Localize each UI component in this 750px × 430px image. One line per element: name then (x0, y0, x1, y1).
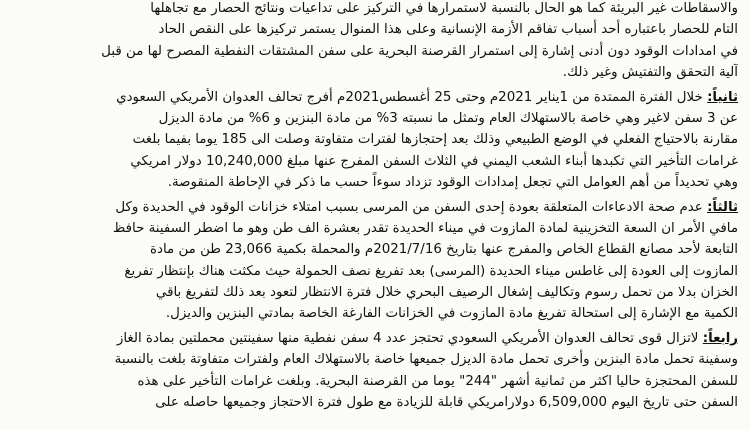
text-line: آلية التحقق والتفتيش وغير ذلك. (562, 65, 738, 81)
text-line (14, 197, 738, 218)
paragraph-fourth (14, 328, 738, 414)
paragraph-label: رابعاً: (702, 330, 738, 346)
text-line-content: خلال الفترة الممتدة من 1يناير 2021م وحتى 25 أغسطس2021م أفرج تحالف العدوان الأمريكي السعودي (116, 89, 708, 105)
paragraph-label: ثانياً: (707, 89, 738, 105)
paragraph-label: ثالثاً: (707, 199, 738, 215)
text-line: وهي تحديداً من أهم العوامل التي تجعل إمدادات الوقود تزداد سوءاً حسب ما ذكر في الإحاطة المنقوصة. (167, 175, 738, 191)
text-line: وسفينة تحمل مادة البنزين وأخرى تحمل مادة الديزل جميعها خاصة بالاستهلاك العام ولفترات متفاوتة بلغت بالنسبة (114, 352, 738, 368)
text-line: الخزان بدلا من تحمل رسوم وتكاليف إشغال الرصيف البحري خلال فترة الانتظار لتعود بعد ذلك لتفريغ باقي (155, 285, 738, 301)
text-line: في امدادات الوقود دون أدنى إشارة إلى استمرار القرصنة البحرية على سفن المشتقات النفطية المصرح لها من قبل (101, 43, 738, 59)
paragraph-intro (14, 0, 738, 84)
text-line: السفن حتى تاريخ اليوم 6,509,000 دولارامريكي قابلة للزيادة مع طول فترة الاحتجاز وجميعها حاصله على (155, 395, 738, 411)
paragraph-second (14, 87, 738, 194)
text-line: للسفن المحتجزة حاليا اكثر من ثمانية أشهر "244" يوما من القرصنة البحرية. وبلغت غرامات التأخير على هذه (137, 373, 738, 389)
text-line-content: عدم صحة الادعاءات المتعلقة بعودة إحدى السفن من المرسى بسبب امتلاء خزانات الوقود في الحديدة وكل (115, 199, 708, 215)
text-line: المازوت إلى العودة إلى غاطس ميناء الحديدة (المرسى) بعد تفريغ نصف الحمولة حيث مكثت هناك بإنتظار تفريغ (124, 263, 738, 279)
text-line: مقارنة بالاحتياج الفعلي في الوضع الطبيعي وذلك بعد إحتجازها لفترات متفاوتة وصلت الى 185 يوما بفيما بلغت (132, 132, 738, 148)
text-line: مافي الأمر ان السعة التخزينية لمادة المازوت في ميناء الحديدة تقدر بعشرة الف طن وهو ما اضطر السفينة حافظ (112, 220, 738, 236)
text-line (14, 328, 738, 349)
text-line: التابعة لأحد مصانع القطاع الخاص والمفرج عنها بتاريخ 2021/7/16م والمحملة بكمية 23,066 طن من مادة (149, 242, 738, 258)
text-line (14, 87, 738, 108)
text-line: الكمية مع الإشارة إلى استحالة تفريغ مادة المازوت في الخزانات الفارغة الخاصة بمادتي البنزين والديزل. (165, 306, 738, 322)
text-line: غرامات التأخير التي تكبدها أبناء الشعب اليمني في الثلاث السفن المفرج عنها مبلغ 10,240,000 دولار امريكي (130, 153, 738, 169)
text-line: والاسقاطات غير البريئة كما هو الحال بالنسبة لاستمرارها في التركيز على تداعيات ونتائج الحصار مع تجاهلها (150, 1, 738, 16)
text-line-content: لاتزال قوى تحالف العدوان الأمريكي السعودي تحتجز عدد 4 سفن نفطية منها سفينتين محملتين بمادة الغاز (116, 330, 703, 346)
text-line: التام للحصار باعتباره أحد أسباب تفاقم الأزمة الإنسانية وعلى هذا المنوال يستمر تركيزها على النقص الحاد (158, 22, 738, 38)
paragraph-third (14, 197, 738, 325)
text-line: عن 3 سفن لاغير وهي خاصة بالاستهلاك العام وتمثل ما نسبته 3% من مادة البنزين و 6% من مادة الديزل (158, 110, 738, 126)
